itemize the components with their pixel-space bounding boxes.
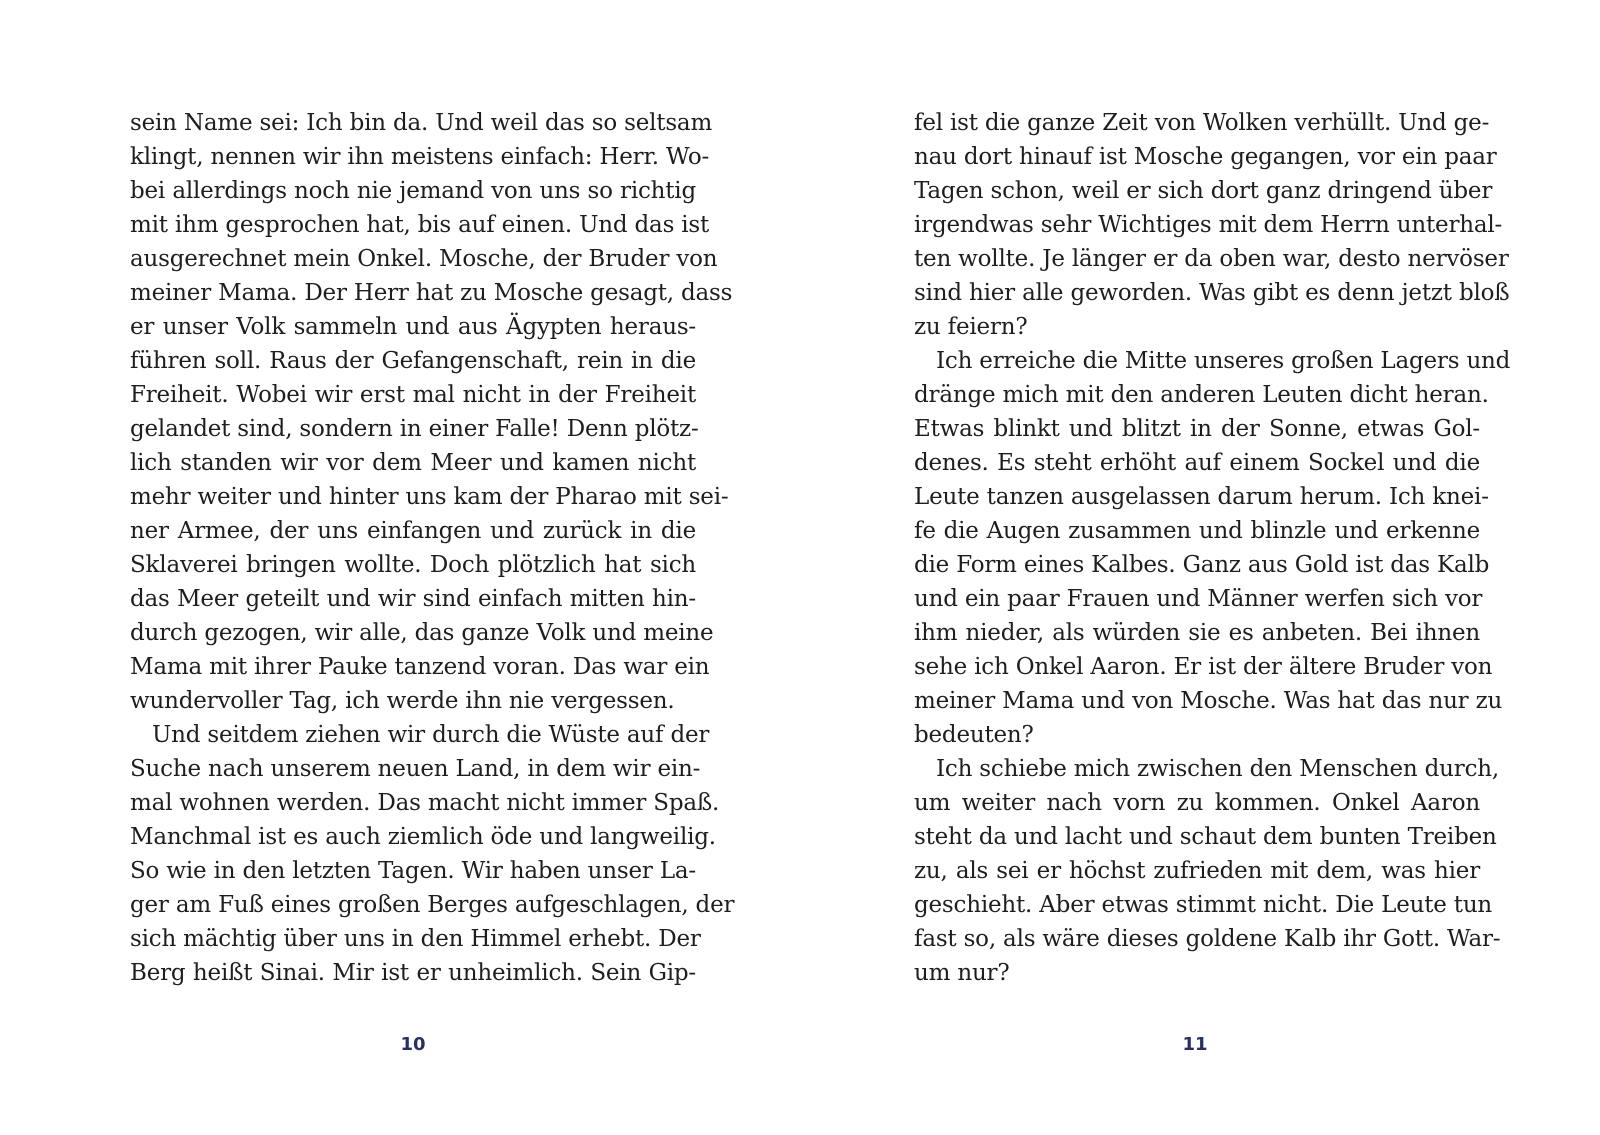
text-line: Sklaverei bringen wollte. Doch plötzlich hat sich (130, 552, 696, 578)
page-number-left: 10 (400, 1034, 426, 1055)
text-line: um nur? (914, 960, 1010, 986)
text-line: mehr weiter und hinter uns kam der Pharao mit sei- (130, 484, 729, 510)
text-line: nau dort hinauf ist Mosche gegangen, vor ein paar (914, 144, 1497, 170)
right-page-text (914, 106, 1511, 990)
text-line: Mama mit ihrer Pauke tanzend voran. Das war ein (130, 654, 710, 680)
text-line: So wie in den letzten Tagen. Wir haben unser La- (130, 858, 696, 884)
text-line: ausgerechnet mein Onkel. Mosche, der Bruder von (130, 246, 718, 272)
text-line: sein Name sei: Ich bin da. Und weil das so seltsam (130, 110, 713, 136)
page-number-right: 11 (1182, 1034, 1208, 1055)
text-line: Suche nach unserem neuen Land, in dem wir ein- (130, 756, 701, 782)
text-line: Etwas blinkt und blitzt in der Sonne, etwas Gol- (914, 416, 1480, 442)
text-line: sich mächtig über uns in den Himmel erhebt. Der (130, 926, 701, 952)
text-line: die Form eines Kalbes. Ganz aus Gold ist das Kalb (914, 552, 1490, 578)
text-line: steht da und lacht und schaut dem bunten Treiben (914, 824, 1497, 850)
text-line: wundervoller Tag, ich werde ihn nie vergessen. (130, 688, 675, 714)
text-line: zu feiern? (914, 314, 1028, 340)
text-line: er unser Volk sammeln und aus Ägypten heraus- (130, 314, 696, 340)
text-line: sehe ich Onkel Aaron. Er ist der ältere Bruder von (914, 654, 1493, 680)
left-page-text (130, 106, 735, 990)
text-line: zu, als sei er höchst zufrieden mit dem, was hier (914, 858, 1480, 884)
text-line: führen soll. Raus der Gefangenschaft, rein in die (130, 348, 696, 374)
text-line: Tagen schon, weil er sich dort ganz dringend über (914, 178, 1493, 204)
text-line: meiner Mama und von Mosche. Was hat das nur zu (914, 688, 1503, 714)
text-line: mal wohnen werden. Das macht nicht immer Spaß. (130, 790, 720, 816)
text-line: fel ist die ganze Zeit von Wolken verhüllt. Und ge- (914, 110, 1490, 136)
text-line: ger am Fuß eines großen Berges aufgeschlagen, der (130, 892, 735, 918)
text-line: durch gezogen, wir alle, das ganze Volk und meine (130, 620, 714, 646)
text-line: und ein paar Frauen und Männer werfen sich vor (914, 586, 1483, 612)
text-line: lich standen wir vor dem Meer und kamen nicht (130, 450, 696, 476)
text-line: dränge mich mit den anderen Leuten dicht heran. (914, 382, 1489, 408)
text-line: bei allerdings noch nie jemand von uns so richtig (130, 178, 696, 204)
text-line: ner Armee, der uns einfangen und zurück in die (130, 518, 696, 544)
text-line: ihm nieder, als würden sie es anbeten. Bei ihnen (914, 620, 1480, 646)
text-line: klingt, nennen wir ihn meistens einfach: Herr. Wo- (130, 144, 710, 170)
text-line: irgendwas sehr Wichtiges mit dem Herrn unterhal- (914, 212, 1503, 238)
text-line: geschieht. Aber etwas stimmt nicht. Die Leute tun (914, 892, 1493, 918)
text-line: gelandet sind, sondern in einer Falle! Denn plötz- (130, 416, 699, 442)
paragraph-start-line: Ich schiebe mich zwischen den Menschen durch, (936, 756, 1499, 782)
paragraph-start-line: Ich erreiche die Mitte unseres großen Lagers und (936, 348, 1511, 374)
paragraph-start-line: Und seitdem ziehen wir durch die Wüste auf der (152, 722, 710, 748)
text-line: denes. Es steht erhöht auf einem Sockel und die (914, 450, 1480, 476)
text-line: bedeuten? (914, 722, 1034, 748)
text-line: Freiheit. Wobei wir erst mal nicht in der Freiheit (130, 382, 696, 408)
text-line: Manchmal ist es auch ziemlich öde und langweilig. (130, 824, 716, 850)
text-line: Berg heißt Sinai. Mir ist er unheimlich. Sein Gip- (130, 960, 696, 986)
text-line: sind hier alle geworden. Was gibt es denn jetzt bloß (914, 280, 1510, 306)
text-line: fe die Augen zusammen und blinzle und erkenne (914, 518, 1480, 544)
text-line: um weiter nach vorn zu kommen. Onkel Aaron (914, 790, 1480, 816)
text-line: mit ihm gesprochen hat, bis auf einen. Und das ist (130, 212, 710, 238)
text-line: ten wollte. Je länger er da oben war, desto nervöser (914, 246, 1509, 272)
text-line: meiner Mama. Der Herr hat zu Mosche gesagt, dass (130, 280, 733, 306)
text-line: das Meer geteilt und wir sind einfach mitten hin- (130, 586, 696, 612)
text-line: fast so, als wäre dieses goldene Kalb ihr Gott. War- (914, 926, 1501, 952)
text-line: Leute tanzen ausgelassen darum herum. Ich knei- (914, 484, 1489, 510)
